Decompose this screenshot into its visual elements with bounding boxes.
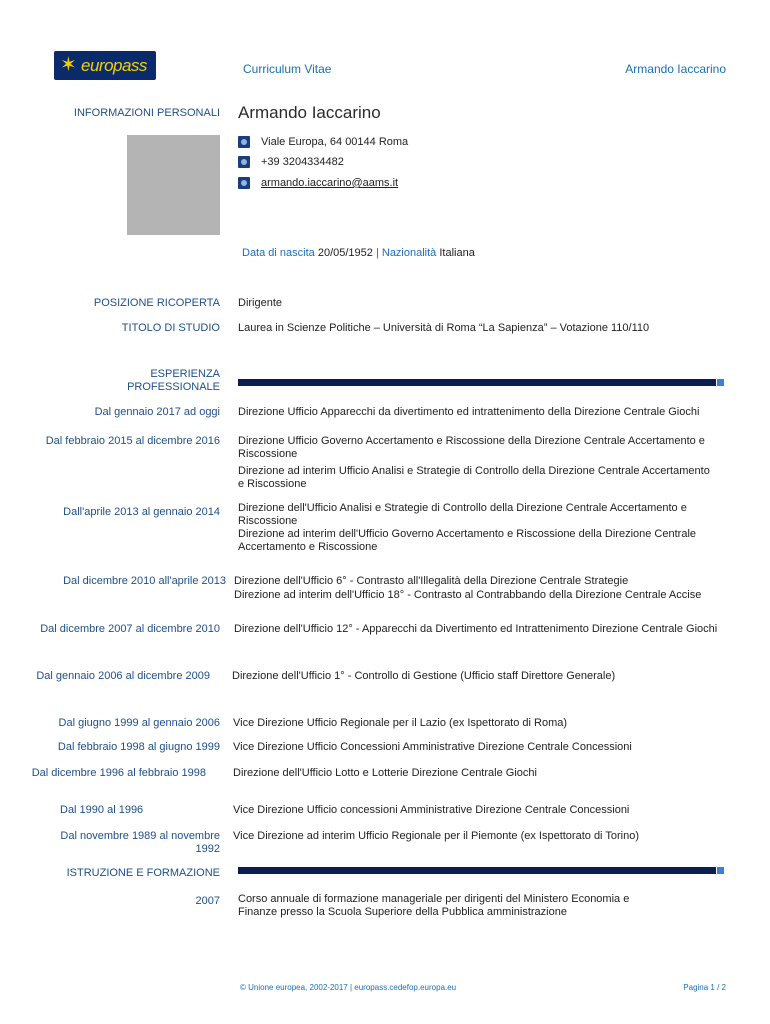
experience-period: Dal gennaio 2017 ad oggi <box>94 406 220 418</box>
section-divider-bar <box>238 867 716 874</box>
address: Viale Europa, 64 00144 Roma <box>261 136 409 148</box>
experience-desc: Direzione ad interim Ufficio Analisi e Strategie di Controllo della Direzione Centrale Accertamento e Riscossione <box>238 465 710 490</box>
birth-label: Data di nascita <box>242 247 315 259</box>
section-divider-bar <box>238 379 716 386</box>
experience-label-line1: ESPERIENZA <box>150 368 220 380</box>
doc-title: Curriculum Vitae <box>243 62 332 76</box>
training-desc: Corso annuale di formazione manageriale per dirigenti del Ministero Economia e Finanze presso la Scuola Superiore della Pubblica amministrazione <box>238 893 630 918</box>
experience-desc: Vice Direzione Ufficio concessioni Amministrative Direzione Centrale Concessioni <box>233 804 630 816</box>
star-figure-icon: ✶ <box>60 54 77 76</box>
experience-period: Dal febbraio 2015 al dicembre 2016 <box>45 435 220 447</box>
experience-desc: Direzione dell'Ufficio Lotto e Lotterie Direzione Centrale Giochi <box>233 767 537 779</box>
section-label-personal: INFORMAZIONI PERSONALI <box>73 107 220 119</box>
experience-period: Dal 1990 al 1996 <box>60 804 144 816</box>
experience-desc: Direzione dell'Ufficio 1° - Controllo di Gestione (Ufficio staff Direttore Generale) <box>232 670 616 682</box>
experience-desc: Direzione dell'Ufficio Analisi e Strategie di Controllo della Direzione Centrale Accertamento e Riscossione <box>238 502 687 527</box>
nationality-label: Nazionalità <box>381 247 437 259</box>
experience-desc: Vice Direzione Ufficio Concessioni Amministrative Direzione Centrale Concessioni <box>233 741 632 753</box>
phone: +39 3204334482 <box>261 156 344 168</box>
experience-period: Dal giugno 1999 al gennaio 2006 <box>58 717 220 729</box>
location-icon <box>238 136 250 148</box>
study-title-value: Laurea in Scienze Politiche – Università di Roma “La Sapienza” – Votazione 110/110 <box>238 322 650 334</box>
experience-period: Dall'aprile 2013 al gennaio 2014 <box>63 506 220 518</box>
training-period: 2007 <box>195 895 220 907</box>
study-title-label: TITOLO DI STUDIO <box>121 322 220 334</box>
section-label-experience <box>40 368 220 394</box>
position-value: Dirigente <box>238 297 283 309</box>
person-name: Armando Iaccarino <box>238 103 381 122</box>
europass-logo <box>54 51 156 80</box>
experience-desc: Direzione ad interim dell'Ufficio Governo Accertamento e Riscossione della Direzione Centrale Accertamento e Riscossione <box>238 528 697 553</box>
experience-desc: Direzione dell'Ufficio 6° - Contrasto all'Illegalità della Direzione Centrale Strategie <box>234 575 629 587</box>
experience-desc: Direzione Ufficio Governo Accertamento e Riscossione della Direzione Centrale Accertamento e Riscossione <box>238 435 705 460</box>
experience-period: Dal novembre 1989 al novembre 1992 <box>60 830 220 855</box>
birth-date: 20/05/1952 <box>317 247 373 259</box>
birth-nationality-line <box>242 247 475 260</box>
experience-period: Dal dicembre 2010 all'aprile 2013 <box>63 575 226 587</box>
email-icon <box>238 177 250 189</box>
separator: | <box>375 247 379 259</box>
phone-icon <box>238 156 250 168</box>
experience-desc: Direzione ad interim dell'Ufficio 18° - Contrasto al Contrabbando della Direzione Centrale Accise <box>234 589 702 601</box>
experience-label-line2: PROFESSIONALE <box>127 381 220 393</box>
section-label-training: ISTRUZIONE E FORMAZIONE <box>66 867 220 879</box>
experience-desc: Vice Direzione Ufficio Regionale per il Lazio (ex Ispettorato di Roma) <box>233 717 568 729</box>
experience-desc: Direzione Ufficio Apparecchi da divertimento ed intrattenimento della Direzione Centrale Giochi <box>238 406 700 418</box>
footer-copyright: © Unione europea, 2002-2017 | europass.cedefop.europa.eu <box>240 983 457 992</box>
experience-period: Dal gennaio 2006 al dicembre 2009 <box>36 670 210 682</box>
experience-desc: Direzione dell'Ufficio 12° - Apparecchi da Divertimento ed Intrattenimento Direzione Centrale Giochi <box>234 623 718 635</box>
logo-text: europass <box>81 56 147 75</box>
nationality: Italiana <box>439 247 475 259</box>
experience-period: Dal dicembre 2007 al dicembre 2010 <box>40 623 220 635</box>
position-label: POSIZIONE RICOPERTA <box>93 297 220 309</box>
experience-period: Dal febbraio 1998 al giugno 1999 <box>57 741 220 753</box>
email-link[interactable]: armando.iaccarino@aams.it <box>261 177 399 189</box>
photo-placeholder <box>127 135 220 235</box>
header-person-name: Armando Iaccarino <box>625 62 726 76</box>
experience-period: Dal dicembre 1996 al febbraio 1998 <box>31 767 206 779</box>
experience-desc: Vice Direzione ad interim Ufficio Regionale per il Piemonte (ex Ispettorato di Torino) <box>233 830 639 842</box>
page-number: Pagina 1 / 2 <box>683 983 726 992</box>
